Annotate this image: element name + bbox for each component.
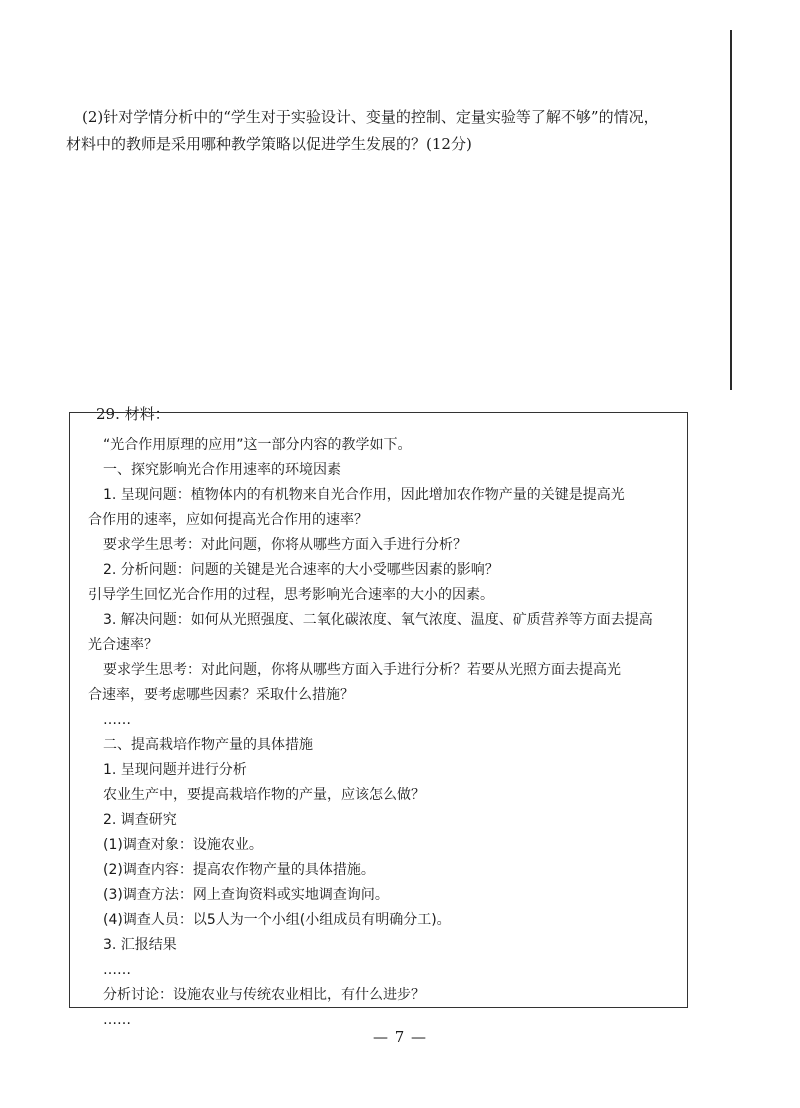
- question-2-line-2: 材料中的教师是采用哪种教学策略以促进学生发展的？(12分): [66, 135, 472, 153]
- material-line: 要求学生思考：对此问题，你将从哪些方面入手进行分析？: [103, 537, 467, 553]
- material-line: 合速率，要考虑哪些因素？采取什么措施？: [88, 687, 354, 703]
- material-line: 3. 汇报结果: [103, 937, 177, 953]
- material-line: 分析讨论：设施农业与传统农业相比，有什么进步？: [103, 987, 425, 1003]
- material-box: [69, 412, 688, 1028]
- page-edge-line: [730, 30, 732, 390]
- material-line: 要求学生思考：对此问题，你将从哪些方面入手进行分析？若要从光照方面去提高光: [103, 662, 621, 678]
- material-line: (2)调查内容：提高农作物产量的具体措施。: [103, 862, 375, 878]
- material-line: 引导学生回忆光合作用的过程，思考影响光合速率的大小的因素。: [88, 587, 494, 603]
- material-line: 3. 解决问题：如何从光照强度、二氧化碳浓度、氧气浓度、温度、矿质营养等方面去提高: [103, 612, 653, 628]
- question-2-line-1: (2)针对学情分析中的“学生对于实验设计、变量的控制、定量实验等了解不够”的情况，: [82, 108, 659, 126]
- question-2: [66, 104, 676, 158]
- material-line: 1. 呈现问题：植物体内的有机物来自光合作用，因此增加农作物产量的关键是提高光: [103, 487, 625, 503]
- ellipsis: ……: [103, 1012, 131, 1028]
- ellipsis: ……: [103, 712, 131, 728]
- material-line: 农业生产中，要提高栽培作物的产量，应该怎么做？: [103, 787, 425, 803]
- material-line: (3)调查方法：网上查询资料或实地调查询问。: [103, 887, 389, 903]
- ellipsis: ……: [103, 962, 131, 978]
- section-heading: 一、探究影响光合作用速率的环境因素: [103, 462, 341, 478]
- material-line: 光合速率？: [88, 637, 158, 653]
- question-29-label: 29. 材料：: [96, 405, 170, 423]
- material-line: (1)调查对象：设施农业。: [103, 837, 263, 853]
- material-line: 2. 分析问题：问题的关键是光合速率的大小受哪些因素的影响？: [103, 562, 499, 578]
- material-line: 1. 呈现问题并进行分析: [103, 762, 247, 778]
- material-line: 2. 调查研究: [103, 812, 177, 828]
- material-line: “光合作用原理的应用”这一部分内容的教学如下。: [103, 437, 412, 453]
- material-line: 合作用的速率，应如何提高光合作用的速率？: [88, 512, 368, 528]
- section-heading: 二、提高栽培作物产量的具体措施: [103, 737, 313, 753]
- material-line: (4)调查人员：以5人为一个小组(小组成员有明确分工)。: [103, 912, 451, 928]
- page-number: — 7 —: [372, 1028, 428, 1046]
